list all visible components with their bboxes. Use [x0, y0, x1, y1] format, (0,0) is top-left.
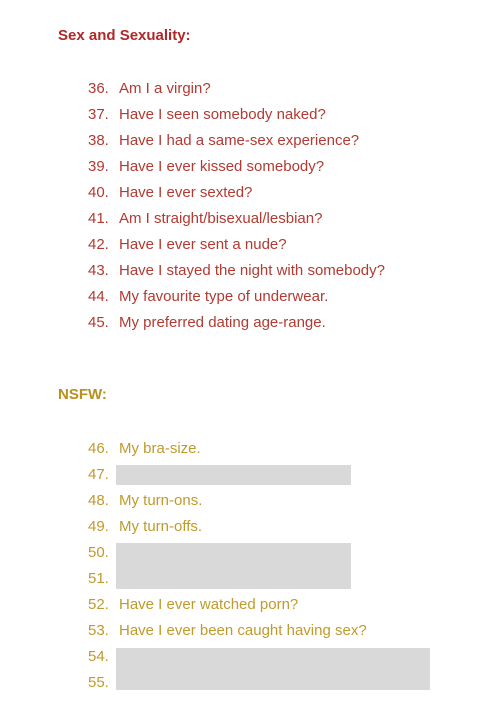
list-item	[0, 438, 487, 464]
list-item	[0, 286, 487, 312]
item-text: Have I ever kissed somebody?	[119, 158, 325, 175]
item-number: 43.	[88, 262, 109, 279]
list-item	[0, 130, 487, 156]
list-item	[0, 156, 487, 182]
section-heading-sex: Sex and Sexuality:	[58, 27, 191, 44]
item-text: Have I seen somebody naked?	[119, 106, 326, 123]
list-item	[0, 260, 487, 286]
list-item	[0, 78, 487, 104]
redaction-block	[116, 543, 351, 589]
list-item	[0, 104, 487, 130]
list-item	[0, 234, 487, 260]
item-text: Have I ever watched porn?	[119, 596, 299, 613]
item-number: 38.	[88, 132, 109, 149]
item-number: 55.	[88, 674, 109, 691]
item-number: 40.	[88, 184, 109, 201]
item-text: Have I ever been caught having sex?	[119, 622, 367, 639]
item-number: 37.	[88, 106, 109, 123]
item-text: My preferred dating age-range.	[119, 314, 326, 331]
item-text: Am I a virgin?	[119, 80, 211, 97]
item-number: 42.	[88, 236, 109, 253]
question-list-sex	[0, 78, 487, 338]
item-number: 45.	[88, 314, 109, 331]
section-heading-nsfw: NSFW:	[58, 386, 107, 403]
item-number: 49.	[88, 518, 109, 535]
list-item	[0, 620, 487, 646]
item-number: 53.	[88, 622, 109, 639]
item-text: Have I ever sent a nude?	[119, 236, 287, 253]
item-text: My favourite type of underwear.	[119, 288, 329, 305]
redaction-block	[116, 465, 351, 485]
item-number: 52.	[88, 596, 109, 613]
item-text: Have I had a same-sex experience?	[119, 132, 360, 149]
item-number: 44.	[88, 288, 109, 305]
item-text: My turn-offs.	[119, 518, 203, 535]
item-text: My bra-size.	[119, 440, 201, 457]
list-item	[0, 516, 487, 542]
item-number: 51.	[88, 570, 109, 587]
redaction-block	[116, 648, 430, 690]
item-number: 47.	[88, 466, 109, 483]
item-text: My turn-ons.	[119, 492, 203, 509]
item-number: 39.	[88, 158, 109, 175]
item-number: 46.	[88, 440, 109, 457]
list-item	[0, 312, 487, 338]
item-number: 54.	[88, 648, 109, 665]
list-item	[0, 594, 487, 620]
item-number: 41.	[88, 210, 109, 227]
list-item	[0, 208, 487, 234]
item-number: 36.	[88, 80, 109, 97]
list-item	[0, 490, 487, 516]
item-text: Have I stayed the night with somebody?	[119, 262, 385, 279]
item-text: Am I straight/bisexual/lesbian?	[119, 210, 323, 227]
item-text: Have I ever sexted?	[119, 184, 253, 201]
item-number: 48.	[88, 492, 109, 509]
item-number: 50.	[88, 544, 109, 561]
list-item	[0, 182, 487, 208]
